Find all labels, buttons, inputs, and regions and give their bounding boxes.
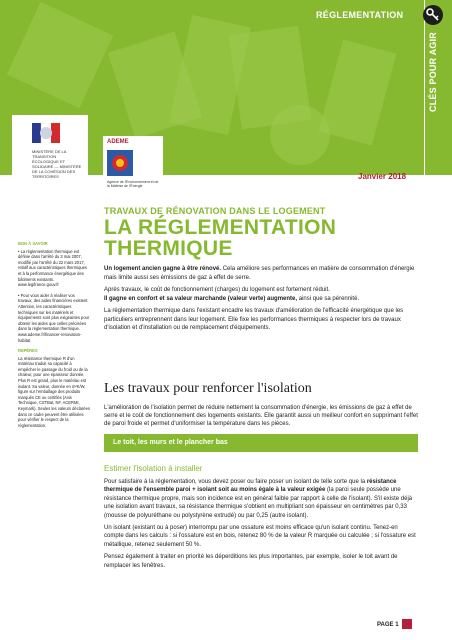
- page-marker: [402, 619, 412, 629]
- subsection-paragraph: [104, 478, 418, 520]
- document-shape: [7, 2, 113, 108]
- ministry-text: MINISTÈRE DE LA TRANSITION ÉCOLOGIQUE ET SOLIDAIRE — MINISTÈRE DE LA COHÉSION DES TERRITOIRES: [32, 149, 82, 179]
- text-bold: résistance thermique de l'ensemble paroi + isolant soit au moins égale à la valeur exigée: [104, 479, 397, 494]
- intro-paragraph: [104, 286, 418, 303]
- document-kicker: TRAVAUX DE RÉNOVATION DANS LE LOGEMENT: [104, 206, 326, 216]
- sidebar-paragraph: • Pour vous aider à réaliser vos travaux, des aides financières existent. Attention, les caractéristiques techniques sur les matériels et équipements sont plus exigeantes pour obtenir les aides que celles précisées dans la réglementation thermique. www.ademe.fr/financer-renovation-habitat: [18, 292, 90, 343]
- intro-bold: Un logement ancien gagne à être rénové.: [104, 266, 222, 272]
- sidebar-paragraph: La résistance thermique R d'un matériau traduit sa capacité à empêcher le passage du froid ou de la chaleur, pour une épaisseur donnée. Plus R est grand, plus le matériau est isolant. Sa valeur, donnée en m²K/W, figure sur l'emballage des produits marqués CE ou certifiés (Avis Technique, CSTBat, NF, ACERMI, Keymark). Seules les valeurs déclarées dans ce cadre peuvent être utilisées pour vérifier le respect de la réglementation.: [18, 355, 90, 428]
- section-heading: Les travaux pour renforcer l'isolation: [104, 381, 312, 396]
- section-label: RÉGLEMENTATION: [316, 10, 404, 20]
- ademe-logo: [103, 136, 163, 200]
- text-span: (la paroi seule possède une résistance thermique propre, mais son incidence est en général faible par rapport à celle de l'isolant). S'il existe déjà une isolation avant travaux, sa résistance thermique s'obtient en multipliant son épaisseur en centimètres par 0,33 (mousse de polyuréthane ou polystyrène extrudé) ou par 0,25 (autre isolant).: [104, 487, 413, 519]
- sidebar-notes: [18, 241, 90, 433]
- intro-text-span: ainsi que sa pérennité.: [297, 295, 360, 302]
- subsection-paragraph: Un isolant (existant ou à poser) interrompu par une ossature est moins efficace qu'un isolant continu. Tenez-en compte dans les calculs : si l'ossature est en bois, retenez 80 % de la valeur R marquée ou calculée ; si l'ossature est métallique, retenez seulement 50 %.: [104, 525, 416, 548]
- document-title: [104, 217, 404, 259]
- subsection-label: Le toit, les murs et le plancher bas: [113, 439, 228, 446]
- key-icon: [423, 5, 443, 25]
- intro-text-span: Après travaux, le coût de fonctionnement (charges) du logement est fortement réduit.: [104, 287, 330, 293]
- ademe-wordmark: ADEME: [107, 139, 129, 145]
- intro-text-span: Cela améliore ses performances en matière de consommation d'énergie mais limite aussi ses émissions de gaz à effet de serre.: [104, 266, 415, 281]
- sidebar-title: REPÈRES: [18, 348, 38, 354]
- intro-text: [104, 265, 418, 337]
- title-line-2: THERMIQUE: [104, 237, 233, 260]
- ademe-emblem: [107, 150, 133, 176]
- ademe-subtitle: Agence de l'Environnement et de la Maîtrise de l'Énergie: [107, 180, 159, 188]
- publication-date: Janvier 2018: [358, 172, 407, 181]
- page-number: PAGE 1: [377, 622, 399, 628]
- section-body: L'amélioration de l'isolation permet de réduire nettement la consommation d'énergie, les émissions de gaz à effet de serre et le coût de fonctionnement des logements existants. Elle garantit aussi un meilleur confort en supprimant l'effet de paroi froide et permet d'uniformiser la température dans les pièces.: [104, 405, 418, 427]
- intro-paragraph: [104, 265, 418, 282]
- sidebar-paragraph: • La réglementation thermique est définie dans l'arrêté du 3 mai 2007, modifié par l'arrêté du 22 mars 2017, relatif aux caractéristiques thermiques et à la performance énergétique des bâtiments existants. www.legifrance.gouv.fr: [18, 248, 87, 288]
- subsection-paragraph: Pensez également à traiter en priorité les déperditions les plus importantes, par exemple, isoler le toit avant de remplacer les fenêtres.: [104, 554, 398, 569]
- text-span: Pour satisfaire à la réglementation, vous devez poser ou faire poser un isolant de telle sorte que la: [104, 479, 367, 485]
- republique-logo: [12, 115, 88, 227]
- intro-paragraph: La réglementation thermique dans l'existant encadre les travaux d'amélioration de l'efficacité énergétique que les particuliers entreprennent dans leur logement. Elle fixe les performances thermiques à respecter lors de travaux d'isolation et d'installation ou de remplacement d'équipements.: [104, 308, 404, 331]
- title-line-1: LA RÉGLEMENTATION: [104, 216, 337, 239]
- subsection-text: [104, 478, 418, 574]
- subsection-heading: Estimer l'isolation à installer: [104, 464, 203, 473]
- marianne-logo: [32, 123, 60, 143]
- circle-shape: [270, 105, 330, 165]
- side-label: CLÉS POUR AGIR: [428, 32, 438, 112]
- document-shape: [319, 40, 397, 146]
- sidebar-title: BON À SAVOIR: [18, 241, 48, 246]
- intro-bold: Il gagne en confort et sa valeur marchande (valeur verte) augmente,: [104, 295, 298, 302]
